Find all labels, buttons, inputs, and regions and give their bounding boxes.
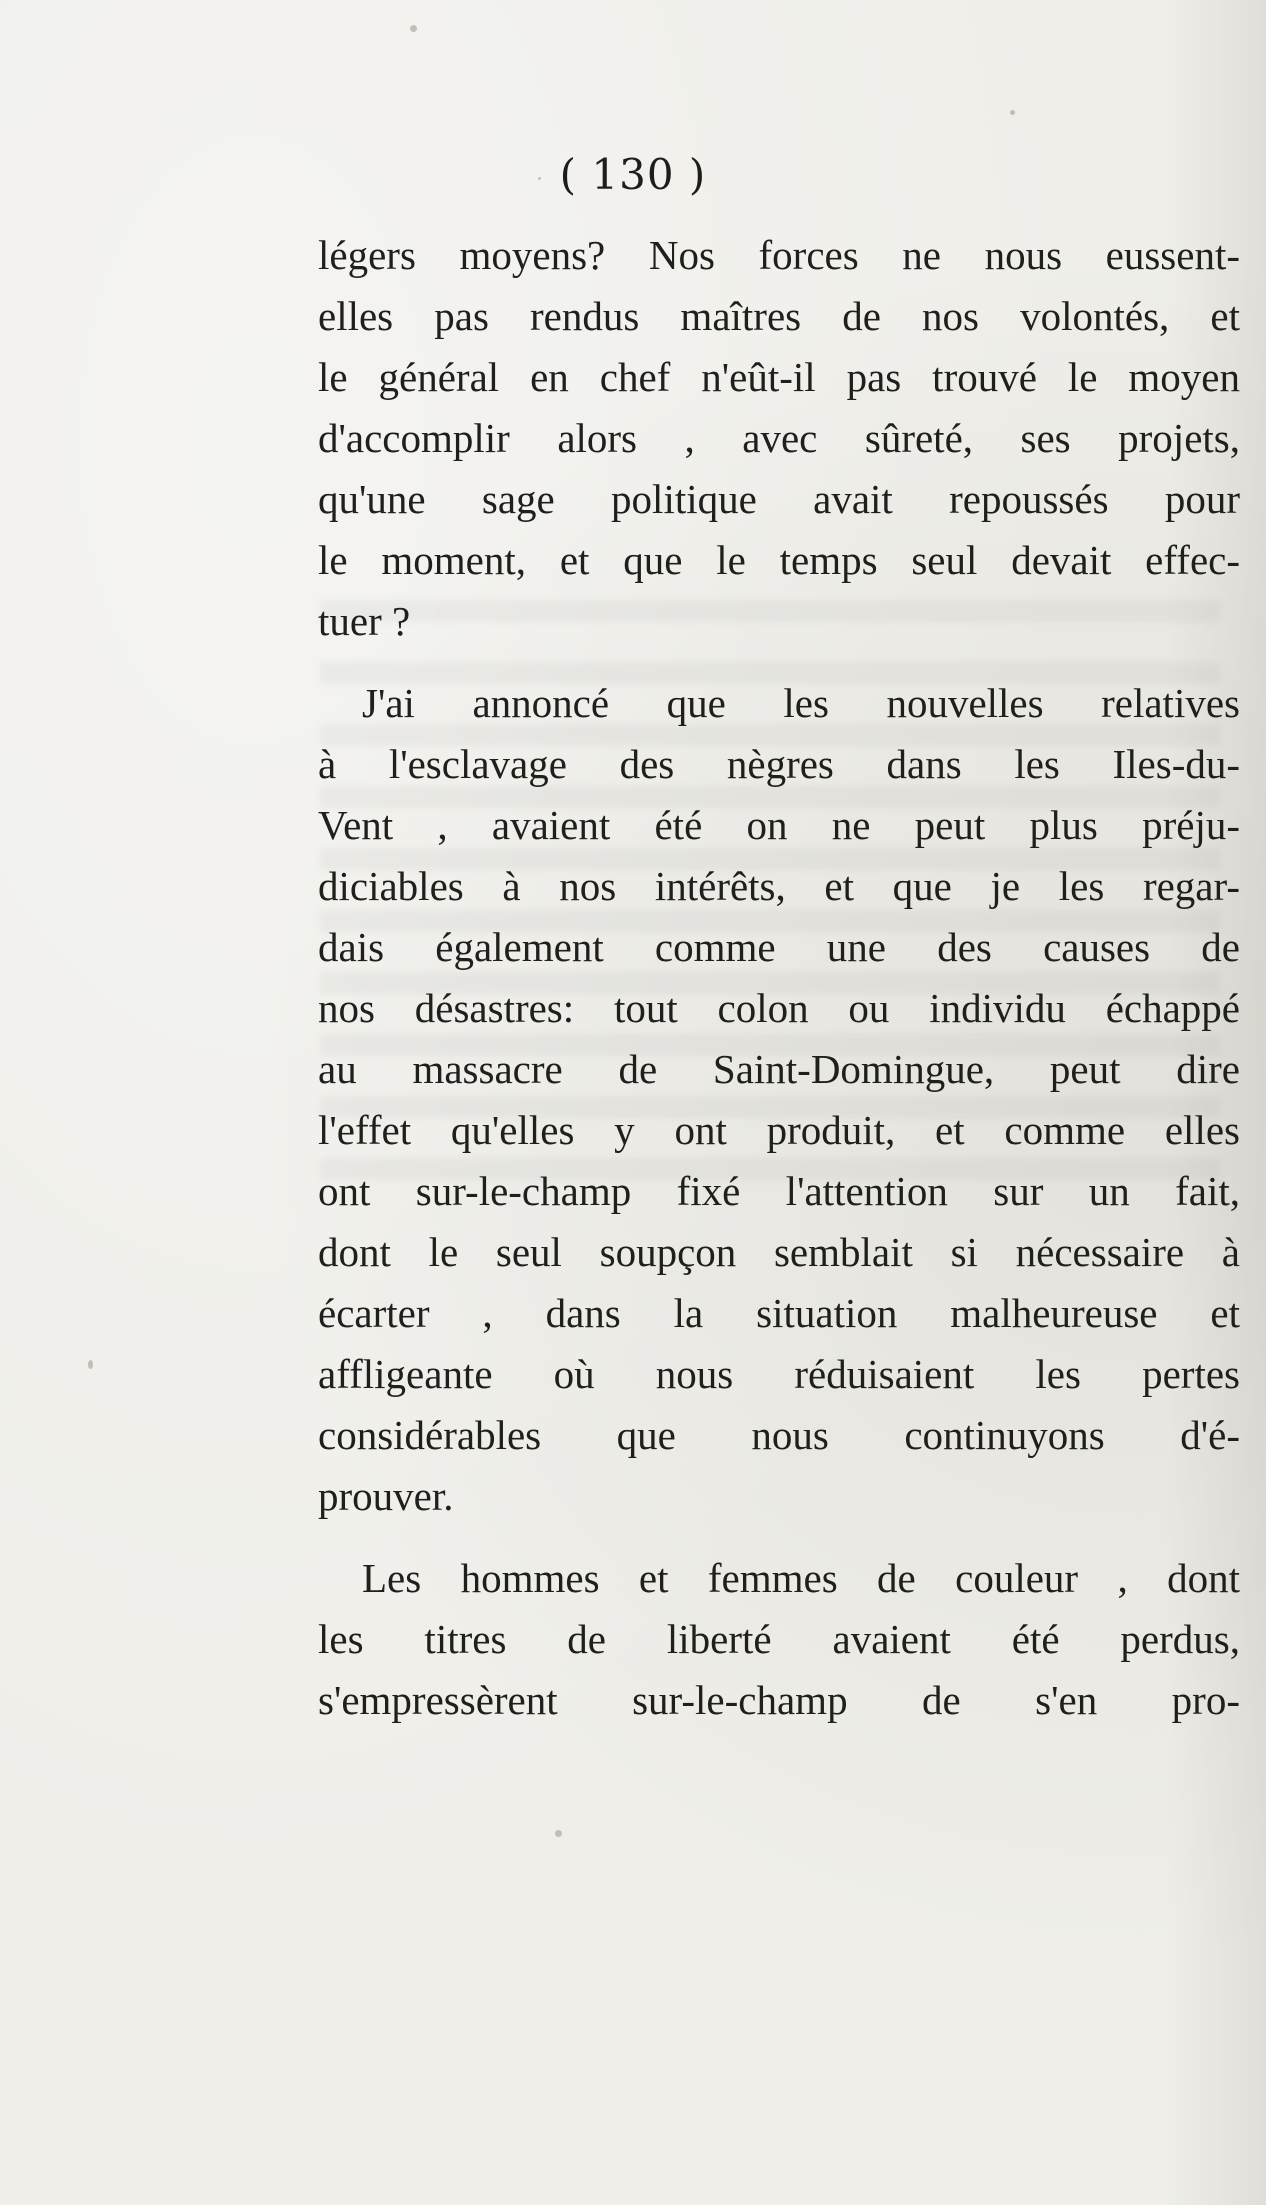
text-line: tuer ? — [318, 598, 411, 644]
text-line: nos désastres: tout colon ou individu échappé — [318, 985, 1240, 1031]
paper-speck — [88, 1360, 93, 1369]
page-number: ( 130 ) — [559, 150, 707, 199]
paragraph — [318, 673, 1240, 1527]
paper-speck — [1010, 110, 1015, 115]
text-line: J'ai annoncé que les nouvelles relatives — [362, 680, 1240, 726]
text-line: diciables à nos intérêts, et que je les regar- — [318, 863, 1240, 909]
text-line: légers moyens? Nos forces ne nous eussent- — [318, 232, 1240, 278]
text-line: Les hommes et femmes de couleur , dont — [362, 1555, 1240, 1601]
text-line: s'empressèrent sur-le-champ de s'en pro- — [318, 1677, 1240, 1723]
paragraph — [318, 1548, 1240, 1731]
text-line: l'effet qu'elles y ont produit, et comme elles — [318, 1107, 1240, 1153]
paper-speck — [410, 25, 417, 32]
text-line: elles pas rendus maîtres de nos volontés, et — [318, 293, 1240, 339]
text-line: affligeante où nous réduisaient les pertes — [318, 1351, 1240, 1397]
paragraph — [318, 225, 1240, 652]
text-line: Vent , avaient été on ne peut plus préju- — [318, 802, 1240, 848]
text-line: d'accomplir alors , avec sûreté, ses projets, — [318, 415, 1240, 461]
text-line: les titres de liberté avaient été perdus, — [318, 1616, 1240, 1662]
text-line: qu'une sage politique avait repoussés pour — [318, 476, 1240, 522]
text-line: le moment, et que le temps seul devait effec- — [318, 537, 1240, 583]
text-line: considérables que nous continuyons d'é- — [318, 1412, 1240, 1458]
text-line: écarter , dans la situation malheureuse et — [318, 1290, 1240, 1336]
text-line: dont le seul soupçon semblait si nécessaire à — [318, 1229, 1240, 1275]
text-line: le général en chef n'eût-il pas trouvé le moyen — [318, 354, 1240, 400]
text-line: au massacre de Saint-Domingue, peut dire — [318, 1046, 1240, 1092]
paper-speck — [555, 1830, 562, 1837]
text-line: dais également comme une des causes de — [318, 924, 1240, 970]
text-line: à l'esclavage des nègres dans les Iles-du- — [318, 741, 1240, 787]
text-line: prouver. — [318, 1473, 454, 1519]
body-text — [318, 225, 1240, 1752]
text-line: ont sur-le-champ fixé l'attention sur un fait, — [318, 1168, 1240, 1214]
